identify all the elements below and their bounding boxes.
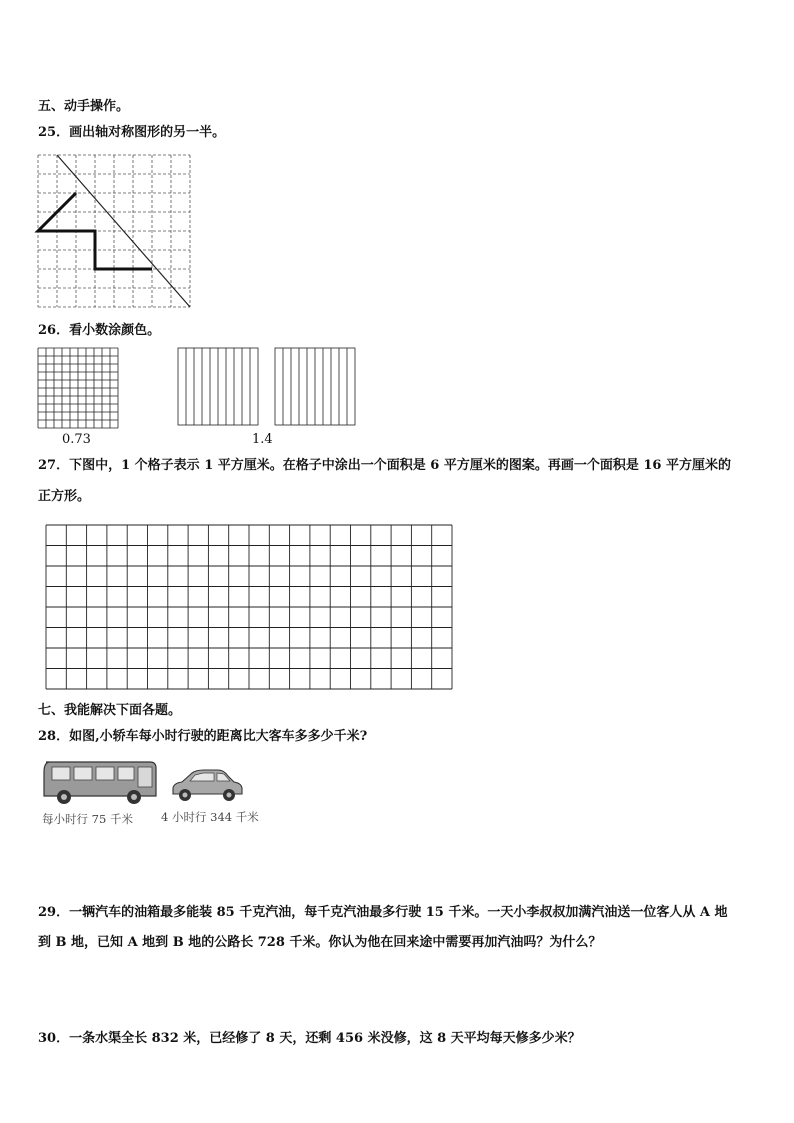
bus-caption: 每小时行 75 千米 <box>42 812 133 826</box>
question-26: 26．看小数涂颜色。 <box>38 323 161 338</box>
section-title-7: 七、我能解决下面各题。 <box>38 703 182 718</box>
question-29-line1: 29．一辆汽车的油箱最多能装 85 千克汽油，每千克汽油最多行驶 15 千米。一天小李叔叔加满汽油送一位客人从 A 地 <box>38 905 728 920</box>
bus-illustration <box>40 758 158 806</box>
question-28: 28．如图,小轿车每小时行驶的距离比大客车多多少千米? <box>38 729 368 744</box>
hundred-grid-073[interactable] <box>38 348 118 428</box>
symmetry-grid[interactable] <box>38 155 190 307</box>
decimal-label-b: 1.4 <box>252 432 273 447</box>
question-30: 30．一条水渠全长 832 米，已经修了 8 天，还剩 456 米没修，这 8 天平均每天修多少米？ <box>38 1031 581 1046</box>
question-27-line2: 正方形。 <box>38 489 91 504</box>
tenths-strip-grid-1[interactable] <box>178 348 258 425</box>
tenths-strip-grid-2[interactable] <box>275 348 355 425</box>
question-29-line2: 到 B 地，已知 A 地到 B 地的公路长 728 千米。你认为他在回来途中需要再加汽油吗？为什么？ <box>38 935 602 950</box>
car-caption: 4 小时行 344 千米 <box>161 810 259 824</box>
square-cm-grid[interactable] <box>46 525 452 689</box>
decimal-label-a: 0.73 <box>62 432 91 447</box>
section-title-5: 五、动手操作。 <box>38 99 130 114</box>
car-illustration <box>170 768 244 804</box>
question-25: 25．画出轴对称图形的另一半。 <box>38 125 226 140</box>
question-27-line1: 27．下图中，1 个格子表示 1 平方厘米。在格子中涂出一个面积是 6 平方厘米的图案。再画一个面积是 16 平方厘米的 <box>38 458 731 473</box>
